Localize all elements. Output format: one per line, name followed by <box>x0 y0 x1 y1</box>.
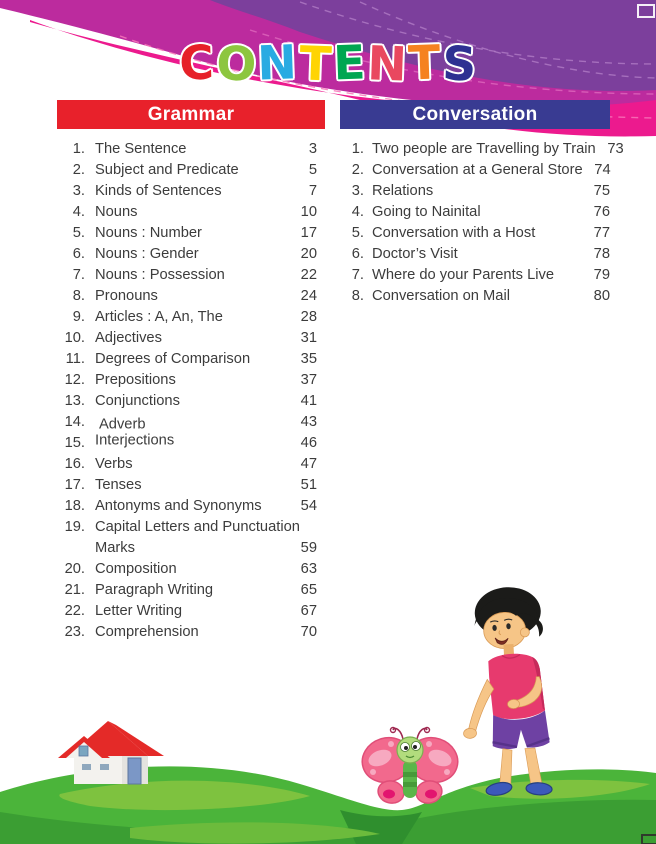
toc-item-page: 78 <box>593 245 610 262</box>
conversation-header: Conversation <box>340 100 610 129</box>
toc-item-number: 5. <box>351 224 364 241</box>
toc-item-page: 43 <box>300 413 317 430</box>
toc-item <box>340 285 610 306</box>
toc-item-page: 46 <box>300 434 317 451</box>
toc-item-page: 28 <box>300 308 317 325</box>
toc-item-title: Adjectives <box>95 329 162 346</box>
toc-item <box>57 600 317 621</box>
contents-letter: C <box>178 35 215 92</box>
toc-item <box>340 159 610 180</box>
toc-item-page: 74 <box>594 161 611 178</box>
toc-item-page: 67 <box>300 602 317 619</box>
house-illustration <box>58 708 170 790</box>
toc-item-number: 18. <box>64 497 85 514</box>
toc-item-title: Doctor’s Visit <box>372 245 458 262</box>
toc-item-page: 75 <box>593 182 610 199</box>
toc-item-title: Nouns : Possession <box>95 266 225 283</box>
toc-item-title: Nouns : Number <box>95 224 202 241</box>
toc-item-number: 6. <box>72 245 85 262</box>
toc-item-number: 13. <box>64 392 85 409</box>
toc-item-number: 4. <box>351 203 364 220</box>
toc-item-number: 5. <box>72 224 85 241</box>
contents-letter: N <box>366 36 408 93</box>
toc-item-number: 2. <box>351 161 364 178</box>
toc-item <box>57 453 317 474</box>
toc-item-number: 6. <box>351 245 364 262</box>
toc-item-title: Degrees of Comparison <box>95 350 251 367</box>
toc-item-page: 51 <box>300 476 317 493</box>
toc-item-title: Conversation with a Host <box>372 224 536 241</box>
toc-item-page: 59 <box>300 539 317 556</box>
toc-item <box>57 348 317 369</box>
toc-item <box>57 285 317 306</box>
toc-item <box>57 264 317 285</box>
toc-item-number: 23. <box>64 623 85 640</box>
toc-item <box>340 138 624 159</box>
toc-item <box>340 201 610 222</box>
toc-item-number: 3. <box>72 182 85 199</box>
toc-item-number: 9. <box>72 308 85 325</box>
corner-mark-top-right <box>637 4 655 18</box>
toc-item-number: 20. <box>64 560 85 577</box>
toc-item-title: Articles : A, An, The <box>95 308 223 325</box>
toc-item-number: 3. <box>351 182 364 199</box>
toc-item-page: 31 <box>300 329 317 346</box>
toc-item-title: Subject and Predicate <box>95 161 239 178</box>
toc-item <box>57 411 317 432</box>
toc-item <box>57 243 317 264</box>
toc-item-title: Where do your Parents Live <box>372 266 555 283</box>
toc-item <box>340 264 610 285</box>
toc-item-title: Letter Writing <box>95 602 183 619</box>
toc-item-number: 19. <box>64 518 85 535</box>
toc-item-title: Interjections <box>95 432 175 448</box>
grammar-toc-list <box>57 138 325 642</box>
house-door <box>128 758 141 784</box>
toc-item-page: 73 <box>607 140 624 157</box>
contents-letter: O <box>214 36 257 93</box>
toc-item-title: Prepositions <box>95 371 176 388</box>
toc-item <box>57 159 317 180</box>
toc-item-number: 1. <box>351 140 364 157</box>
toc-item-page: 70 <box>300 623 317 640</box>
toc-item <box>57 390 317 411</box>
toc-item <box>57 537 317 558</box>
toc-item-title: Going to Nainital <box>372 203 481 220</box>
toc-item <box>340 180 610 201</box>
toc-item <box>57 201 317 222</box>
toc-item-number: 11. <box>65 350 85 367</box>
toc-item-number: 22. <box>64 602 85 619</box>
toc-item <box>57 474 317 495</box>
toc-item-title: Paragraph Writing <box>95 581 214 598</box>
toc-item <box>57 327 317 348</box>
toc-item-title: Marks <box>95 539 135 556</box>
toc-item-title: Composition <box>95 560 177 577</box>
toc-item-page: 79 <box>593 266 610 283</box>
toc-item <box>57 222 317 243</box>
contents-letter: S <box>441 36 478 93</box>
toc-item <box>57 180 317 201</box>
toc-item-page: 17 <box>300 224 317 241</box>
toc-item <box>57 306 317 327</box>
toc-item-number: 8. <box>72 287 85 304</box>
toc-item <box>57 579 317 600</box>
toc-item-title: Capital Letters and Punctuation <box>95 518 300 535</box>
toc-item-page: 54 <box>300 497 317 514</box>
toc-item-number: 21. <box>64 581 85 598</box>
toc-item-title: Conversation at a General Store <box>372 161 583 178</box>
house-window <box>82 764 91 770</box>
toc-item-page: 65 <box>300 581 317 598</box>
toc-item <box>57 495 317 516</box>
grammar-header: Grammar <box>57 100 325 129</box>
toc-item-title: Nouns <box>95 203 138 220</box>
toc-item-page: 76 <box>593 203 610 220</box>
toc-item-title: Verbs <box>95 455 133 472</box>
toc-item <box>340 243 610 264</box>
toc-item <box>340 222 610 243</box>
toc-item-number: 15. <box>64 434 85 451</box>
toc-item-number: 7. <box>72 266 85 283</box>
toc-item-page: 7 <box>308 182 317 199</box>
house-window <box>100 764 109 770</box>
toc-item <box>57 516 317 537</box>
toc-item-number: 10. <box>64 329 85 346</box>
toc-item-page: 80 <box>593 287 610 304</box>
toc-item-number: 7. <box>351 266 364 283</box>
toc-item-number: 1. <box>72 140 85 157</box>
contents-letter: T <box>407 35 442 92</box>
toc-item-number: 14. <box>64 413 85 430</box>
toc-item-title: Conjunctions <box>95 392 180 409</box>
toc-item-page: 35 <box>300 350 317 367</box>
page-title <box>178 35 478 93</box>
toc-item-page: 47 <box>300 455 317 472</box>
house-attic-window <box>79 746 88 756</box>
toc-item-title: Conversation on Mail <box>372 287 510 304</box>
toc-item <box>57 621 317 642</box>
toc-item-page: 77 <box>593 224 610 241</box>
toc-item-number: 4. <box>72 203 85 220</box>
toc-item-title: Comprehension <box>95 623 199 640</box>
toc-item-title: The Sentence <box>95 140 187 157</box>
contents-letter: N <box>256 35 299 92</box>
toc-item-page: 10 <box>300 203 317 220</box>
toc-item-number: 17. <box>64 476 85 493</box>
toc-item <box>57 432 317 453</box>
contents-letter: T <box>298 36 333 93</box>
grammar-section <box>57 100 325 642</box>
toc-item-title: Pronouns <box>95 287 158 304</box>
toc-item-title: Tenses <box>95 476 142 493</box>
toc-item <box>57 138 317 159</box>
toc-item-title: Relations <box>372 182 434 199</box>
toc-item <box>57 558 317 579</box>
contents-letter: E <box>332 35 367 92</box>
toc-item-title: Two people are Travelling by Train <box>372 140 596 157</box>
conversation-section <box>340 100 624 306</box>
toc-item-number: 12. <box>64 371 85 388</box>
toc-item-title: Adverb <box>99 416 146 432</box>
toc-item-page: 3 <box>308 140 317 157</box>
toc-item-page: 24 <box>300 287 317 304</box>
toc-item-title: Kinds of Sentences <box>95 182 222 199</box>
toc-item-number: 16. <box>64 455 85 472</box>
toc-item-page: 37 <box>300 371 317 388</box>
toc-item <box>57 369 317 390</box>
toc-item-page: 63 <box>300 560 317 577</box>
toc-item-page: 41 <box>300 392 317 409</box>
toc-item-page: 5 <box>308 161 317 178</box>
corner-mark-bottom-right <box>641 834 656 844</box>
toc-item-number: 8. <box>351 287 364 304</box>
toc-item-title: Nouns : Gender <box>95 245 199 262</box>
toc-item-page: 20 <box>300 245 317 262</box>
toc-item-title: Antonyms and Synonyms <box>95 497 262 514</box>
butterfly-illustration <box>360 718 460 814</box>
boy-illustration <box>448 580 580 806</box>
toc-item-number: 2. <box>72 161 85 178</box>
conversation-toc-list <box>340 138 624 306</box>
toc-item-page: 22 <box>300 266 317 283</box>
